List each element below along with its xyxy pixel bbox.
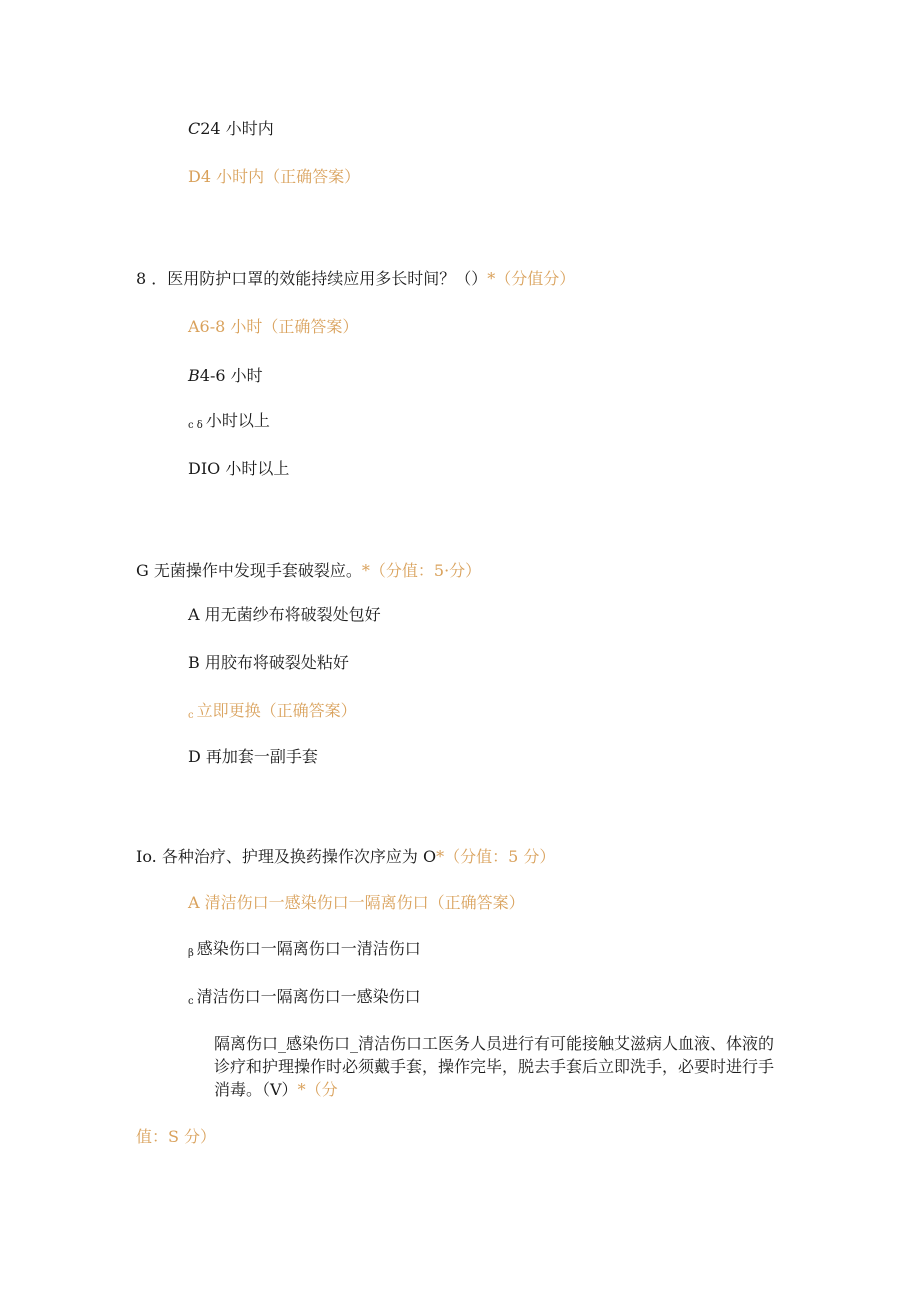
q8-stem: ．医用防护口罩的效能持续应用多长时间？（） xyxy=(151,269,488,288)
q9-option-c-correct xyxy=(188,700,357,727)
q8-question xyxy=(136,268,575,290)
q8-option-c xyxy=(188,410,270,437)
q10-option-d-text: 隔离伤口_感染伤口_清洁伤口工医务人员进行有可能接触艾滋病人血液、体液的诊疗和护理操作时必须戴手套，操作完毕，脱去手套后立即洗手，必要时进行手消毒。（V） xyxy=(214,1034,775,1099)
q10-option-d-score: *（分 xyxy=(297,1080,338,1099)
trailing-score-text: 值：S 分） xyxy=(136,1127,217,1146)
q9-question xyxy=(136,560,481,582)
q9-option-c-text: 立即更换（正确答案） xyxy=(196,701,357,720)
q9-option-a: A 用无菌纱布将破裂处包好 xyxy=(188,605,381,624)
q9-number: G xyxy=(136,561,149,580)
q10-option-c-letter: c xyxy=(188,996,194,1007)
q8-option-c-letter: c δ xyxy=(188,420,203,431)
q8-option-a-correct: A6-8 小时（正确答案） xyxy=(188,317,359,336)
q9-score: *（分值：5·分） xyxy=(361,561,482,580)
q9-option-b: B 用胶布将破裂处粘好 xyxy=(188,653,349,672)
q10-option-d-paragraph xyxy=(214,1032,780,1101)
q7-option-d-correct: D4 小时内（正确答案） xyxy=(188,167,361,186)
q10-option-b xyxy=(188,938,421,965)
q9-option-c-letter: c xyxy=(188,710,194,721)
q10-option-c xyxy=(188,986,421,1013)
q8-option-b-text: 4-6 小时 xyxy=(199,366,263,385)
q10-option-c-text: 清洁伤口一隔离伤口一感染伤口 xyxy=(196,987,421,1006)
q7-option-c-letter: C xyxy=(188,119,201,138)
q8-number: 8 xyxy=(136,269,147,288)
q7-option-c-text: 24 小时内 xyxy=(200,119,274,138)
q10-stem: 各种治疗、护理及换药操作次序应为 O xyxy=(161,847,437,866)
q9-stem: 无菌操作中发现手套破裂应。 xyxy=(153,561,362,580)
q8-option-d: DIO 小时以上 xyxy=(188,459,290,478)
q7-option-c xyxy=(188,118,274,140)
q10-option-b-text: 感染伤口一隔离伤口一清洁伤口 xyxy=(196,939,421,958)
q8-option-b xyxy=(188,365,263,387)
q10-option-a-correct: A 清洁伤口一感染伤口一隔离伤口（正确答案） xyxy=(188,893,525,912)
q10-question xyxy=(136,846,555,868)
q10-score: *（分值：5 分） xyxy=(436,847,556,866)
q8-score: *（分值分） xyxy=(487,269,576,288)
q8-option-b-letter: B xyxy=(188,366,200,385)
q8-option-c-text: 小时以上 xyxy=(205,411,270,430)
q10-option-b-letter: β xyxy=(188,948,194,959)
q10-number: Io. xyxy=(136,847,157,866)
q9-option-d: D 再加套一副手套 xyxy=(188,747,318,766)
